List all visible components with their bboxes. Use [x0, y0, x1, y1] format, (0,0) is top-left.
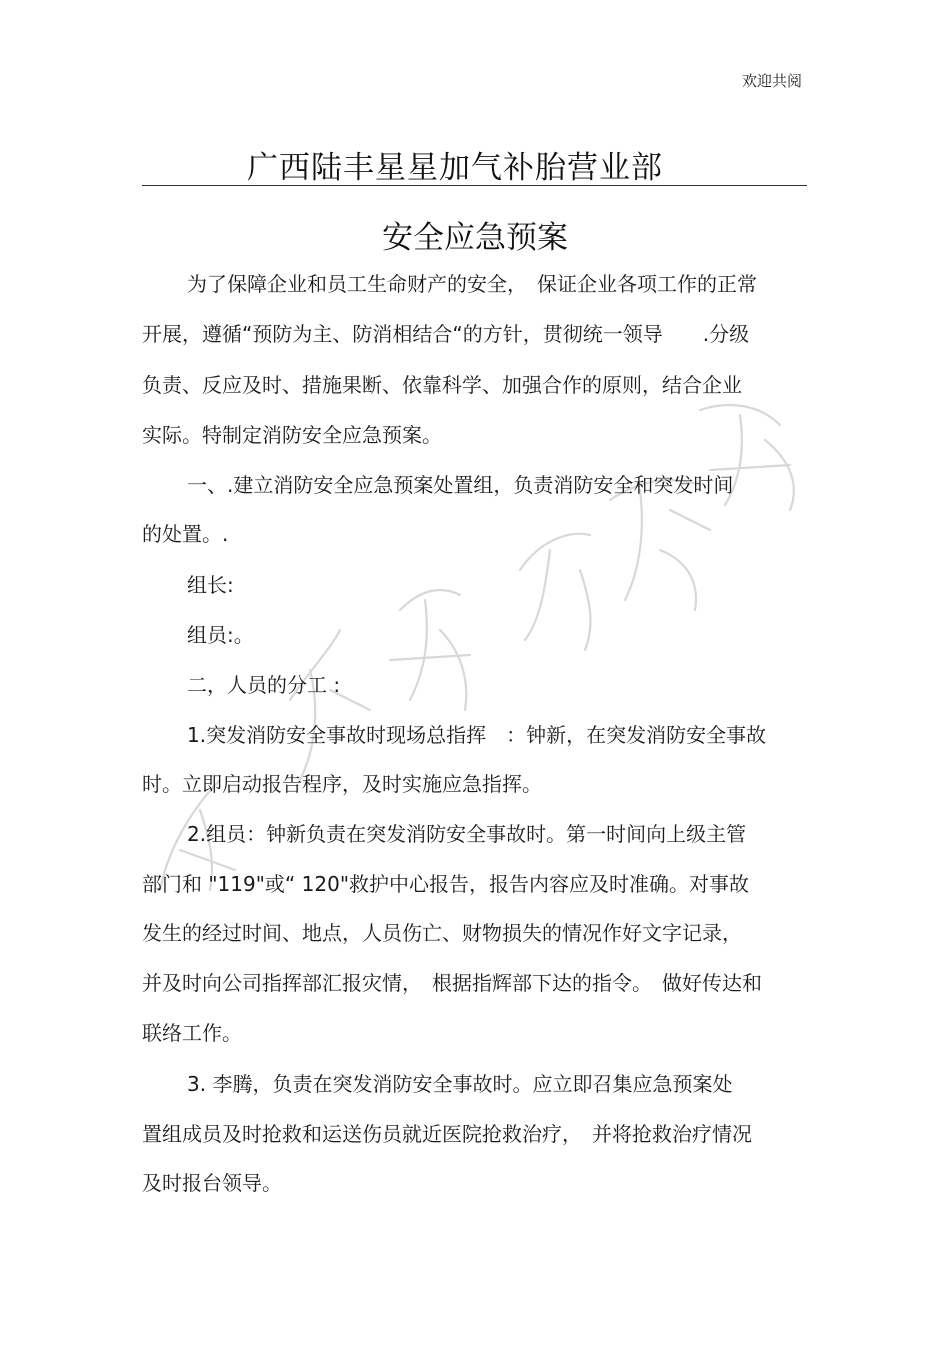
body-line-8: 组员:。	[187, 623, 254, 647]
body-line-6: 的处置。.	[142, 522, 229, 546]
header-note: 欢迎共阅	[741, 72, 802, 90]
body-line-5: 一、.建立消防安全应急预案处置组，负责消防安全和突发时间	[187, 473, 734, 497]
document-title: 广西陆丰星星加气补胎营业部	[247, 150, 663, 186]
body-line-4: 实际。特制定消防安全应急预案。	[142, 423, 442, 447]
title-rule	[142, 185, 807, 186]
body-line-14: 发生的经过时间、地点，人员伤亡、财物损失的情况作好文字记录，	[142, 921, 742, 945]
body-line-12: 2.组员：钟新负责在突发消防安全事故时。第一时间向上级主管	[187, 822, 747, 846]
body-line-17: 3. 李腾，负责在突发消防安全事故时。应立即召集应急预案处	[187, 1072, 733, 1096]
body-line-10: 1.突发消防安全事故时现场总指挥 ：钟新，在突发消防安全事故	[187, 723, 767, 747]
body-line-18: 置组成员及时抢救和运送伤员就近医院抢救治疗， 并将抢救治疗情况	[142, 1122, 752, 1146]
document-subtitle: 安全应急预案	[382, 220, 568, 256]
body-line-9: 二，人员的分工 :	[187, 673, 341, 697]
body-line-1: 为了保障企业和员工生命财产的安全， 保证企业各项工作的正常	[187, 272, 757, 296]
body-line-3: 负责、反应及时、措施果断、依靠科学、加强合作的原则，结合企业	[142, 373, 742, 397]
body-line-2: 开展，遵循“预防为主、防消相结合“的方针，贯彻统一领导 .分级	[142, 322, 750, 346]
body-line-19: 及时报台领导。	[142, 1171, 282, 1195]
body-line-15: 并及时向公司指挥部汇报灾情， 根据指辉部下达的指令。 做好传达和	[142, 971, 762, 995]
body-line-13: 部门和 "119"或“ 120"救护中心报告，报告内容应及时准确。对事故	[142, 872, 750, 896]
body-line-16: 联络工作。	[142, 1021, 242, 1045]
body-line-11: 时。立即启动报告程序，及时实施应急指挥。	[142, 772, 542, 796]
body-line-7: 组长:	[187, 573, 234, 597]
